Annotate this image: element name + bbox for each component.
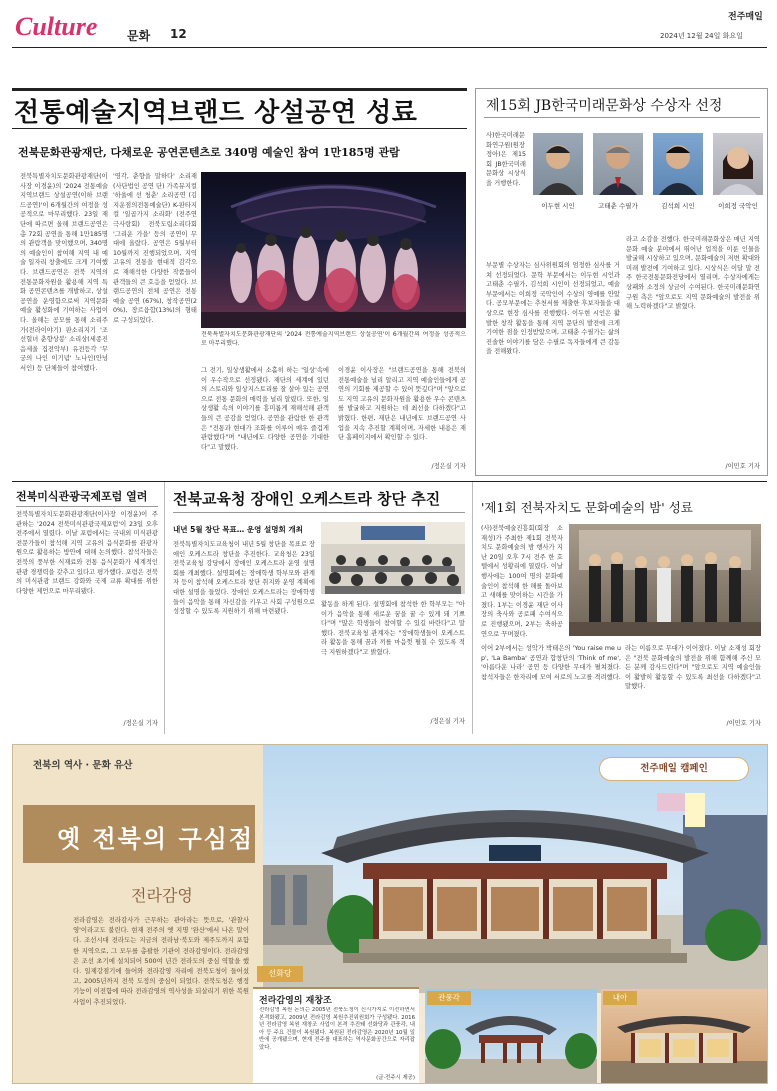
portrait-name: 이두현 시인 [541, 202, 575, 210]
award-intro: 사)한국미래문화연구원(원장 정아)은 제15회 JB한국미래문화상 시상식을 거행한다. [486, 132, 526, 187]
section-label-en: Culture [15, 12, 98, 41]
main-col3: 그 전기, 일상생활에서 소홀히 하는 '일상'속에 이 우수작으로 선정됐다. 재단의 세계에 있던 의 스토리와 일상지스토리를 잘 살아 있는 공연으로 전통 문화의 매력을 널리 알렸다. 또한, 일상생활 속의 이야기를 흥미롭게 재해석해 관객들의 큰 공감을 얻었다. 공연을 관람한 한 관객은 "전통과 현대가 조화를 이루어 매우 즐겁게 관람했다"며 "내년에도 다양한 공연을 기대한다"고 말했다. [201, 367, 329, 451]
color-accent-block [685, 793, 705, 827]
forum-text: 전북특별자치도문화관광재단(이사장 이경윤)이 주관하는 '2024 전북미식관광국제포럼'이 23일 오후 전주에서 열렸다. 이날 포럼에서는 국내외 미식관광 전문가들이 참석해 지역 고유의 음식문화를 관광자원으로 활용하는 방안에 대해 논의했다. 참석자들은 전북의 풍부한 식재료와 전통 음식문화가 세계적인 관광 경쟁력을 갖추고 있다고 평가했다. 포럼은 전북의 미식관광 브랜드 강화와 국제 교류 확대를 위한 다양한 제언으로 마무리됐다. [16, 511, 158, 595]
orchestra-photo [321, 522, 465, 594]
forum-title-rule [16, 506, 158, 507]
orchestra-title: 전북교육청 장애인 오케스트라 창단 추진 [173, 490, 441, 508]
art-night-title: '제1회 전북자치도 문화예술의 밤' 성료 [481, 500, 693, 515]
award-portraits [531, 133, 763, 225]
portrait-name: 김석희 시인 [661, 202, 695, 210]
orchestra-byline: /정은실 기자 [430, 718, 465, 725]
art-night-article [472, 482, 768, 734]
orchestra-col2: 활동을 하게 된다. 설명회에 참석한 한 학부모는 "아이가 음악을 통해 새로운 꿈을 꿀 수 있게 돼 기쁘다"며 "많은 학생들이 참여할 수 있길 바란다"고 말했다. 전북교육청 관계자는 "장애학생들이 오케스트라 활동을 통해 꿈과 끼를 마음껏 펼칠 수 있도록 적극 지원하겠다"고 밝혔다. [321, 601, 465, 656]
award-col2: 라고 소감을 전했다. 한국미래문화상은 매년 지역 문화 예술 분야에서 뛰어난 업적을 이룬 인물을 발굴해 시상하고 있으며, 문화예술의 저변 확대와 미래 발전에 기여하고 있다. 시상식은 이달 말 전주 한국전통문화전당에서 열리며, 수상자에게는 상패와 소정의 상금이 수여된다. 한국미래문화연구원 측은 "앞으로도 지역 문화예술의 발전을 위해 노력하겠다"고 밝혔다. [626, 236, 760, 311]
page-number: 12 [170, 27, 187, 41]
heritage-site-name: 전라감영 [131, 886, 193, 905]
heritage-tag: 전북의 역사 · 문화 유산 [33, 760, 133, 771]
restoration-credit: (글·전주시 제공) [376, 1075, 415, 1081]
orchestra-article [164, 482, 470, 734]
page-header [0, 0, 777, 50]
hanok-hall-illustration [263, 745, 767, 993]
portrait-name: 이희정 국악인 [718, 202, 758, 210]
performance-caption: 전북특별자치도문화관광재단의 '2024 전통예술지역브랜드 상설공연'이 6개월간의 여정을 성공적으로 마무리했다. [201, 331, 466, 347]
portrait-photo [713, 133, 763, 195]
photo-label-seonhwadang: 선화당 [257, 966, 303, 982]
award-article [475, 88, 768, 476]
main-col4: 이경윤 이사장은 "브랜드공연을 통해 전북의 전통예술을 널리 알리고 지역 예술인들에게 공연의 기회를 제공할 수 있어 뜻깊다"며 "앞으로도 지역 고유의 문화자원을 활용한 우수 콘텐츠를 발굴하고 지원하는 데 최선을 다하겠다"고 밝혔다. 한편, 재단은 내년에도 브랜드공연 사업을 지속 추진할 계획이며, 자세한 내용은 재단 홈페이지에서 확인할 수 있다. [338, 367, 466, 442]
art-night-photo [569, 524, 761, 636]
main-col1: 전북특별자치도문화관광재단(이사장 이경윤)의 '2024 전통예술지역브랜드 상설공연(이하 브랜드공연)'이 6개월간의 여정을 성공적으로 마무리했다. 23일 재단에 따르면 올해 브랜드공연은 총 72회 공연을 통해 1만185명의 관람객을 맞이했으며, 340명의 예술인이 참여해 지역 내 예술 일자리 창출에도 크게 기여했다. 브랜드공연은 전북 지역의 전통문화자원을 활용해 지역 특화 공연콘텐츠를 개발하고, 상설공연을 운영함으로써 지역문화예술 활성화에 기여하는 사업이다. 올해는 공모를 통해 소리주가(전라이야기) 판소리지기 '조선헐녀 춘향상봉' 소리상(세종진음세울 집전악부) 유전등각 '무궁의 나인 이기념' 노나인(안넝서인) 등 단체들이 참여했다. [20, 173, 108, 372]
portrait-photo [533, 133, 583, 195]
campaign-badge: 전주매일 캠페인 [599, 757, 749, 781]
photo-label-gwanpungak: 관풍각 [427, 991, 471, 1005]
paper-name: 전주매일 [728, 12, 763, 22]
header-rule [12, 47, 767, 48]
main-byline: /정은실 기자 [431, 463, 466, 470]
art-night-col3: 라는 이름으로 무대가 이어졌다. 이날 소재성 회장은 "전북 문화예술의 발전을 위해 함께해 주신 모든 분께 감사드린다"며 "앞으로도 지역 예술인들이 활발히 활동할 수 있도록 최선을 다하겠다"고 말했다. [625, 645, 761, 691]
heritage-text: 전라감영은 전라감사가 근무하는 관아라는 뜻으로, '관찰사영'이라고도 불린다. 현재 전주의 옛 지명 '완산'에서 나온 말이다. 조선시대 전라도는 지금의 전라남·북도와 제주도까지 포함한 지역으로, 그 모두를 총괄한 기관이 전라감영이다. 전라감영은 조선 초기에 설치되어 500여 년간 전라도의 중심 역할을 했다. 일제강점기에 들어와 전라감영 자리에 전북도청이 들어섰고, 2005년까지 전북 도정의 중심이 되었다. 전북도청은 행정 기능이 이전함에 따라 전라감영의 역사성을 되살리기 위한 복원 사업이 추진되었다. [73, 916, 249, 1006]
issue-date: 2024년 12월 24일 화요일 [660, 32, 743, 40]
main-article [0, 50, 470, 480]
main-subhead: 전북문화관광재단, 다채로운 공연콘텐츠로 340명 예술인 참여 1만185명 관람 [18, 146, 400, 159]
orchestra-col1: 전북특별자치도교육청이 내년 5월 창단을 목표로 장애인 오케스트라 창단을 추진한다. 교육청은 23일 전북교육청 강당에서 장애인 오케스트라 운영 설명회를 개최했다. 설명회에는 장애학생 학부모와 관계자 등이 참석해 오케스트라 창단 취지와 운영 계획에 대한 설명을 들었다. 장애인 오케스트라는 장애학생들이 음악을 통해 자신감을 키우고 사회 구성원으로 성장할 수 있도록 지원하기 위해 마련됐다. [173, 541, 315, 616]
portrait-photo [653, 133, 703, 195]
portrait-name: 고태춘 수필가 [598, 202, 638, 210]
award-byline: /이민호 기자 [725, 463, 760, 470]
performance-photo [201, 172, 466, 328]
main-col2: '영각, 춘향을 말하다' 소리재(사단법인 공연 단) 가족뮤지컬 '하울에 선 청춘' 소리공연 (김지운점의전통예술단) K-판타지컬 '일곱가지 소리화' (전주연극사랑회) 전북도립소리다회 '그리운 가을' 등의 공연이 무대에 올랐다. 공연은 5월부터 10월까지 진행되었으며, 지역 고유의 전통을 현대적 감각으로 재해석한 다양한 작품들이 관객들의 큰 호응을 얻었다. 브랜드공연의 전체 공연은 전통예술 공연 (67%), 창작공연(20%), 장르융합(13%)의 형태로 구성되었다. [113, 173, 197, 324]
forum-article [12, 482, 162, 734]
meeting-scene-illustration [321, 522, 465, 594]
orchestra-title-rule [173, 512, 465, 513]
main-headline: 전통예술지역브랜드 상설공연 성료 [14, 98, 418, 128]
heritage-title: 옛 전북의 구심점 [57, 824, 254, 853]
stage-scene-illustration [201, 172, 466, 328]
forum-byline: /정은실 기자 [123, 720, 158, 727]
portrait-photo [593, 133, 643, 195]
heritage-title-band [23, 805, 255, 863]
award-title: 제15회 JB한국미래문화상 수상자 선정 [486, 98, 723, 114]
color-accent-block [657, 793, 685, 811]
orchestra-subhead: 내년 5월 창단 목표… 운영 설명회 개최 [173, 525, 303, 534]
restoration-title: 전라감영의 재창조 [259, 996, 332, 1006]
seonhwadang-photo [263, 745, 767, 993]
photo-label-naea: 내아 [603, 991, 637, 1005]
art-night-byline: /이민호 기자 [726, 720, 761, 727]
award-title-rule [484, 117, 760, 118]
headline-rule [12, 88, 467, 91]
restoration-text: 전라감영 복원 논의는 2005년 전북도청이 신시가지로 이전하면서 본격화됐고, 2009년 전라감영 복원추진위원회가 구성됐다. 2016년 전라감영 복원 재창조 사업이 본격 추진돼 선화당과 관풍각, 내아 등 주요 건물이 복원됐다. 복원된 전라감영은 2020년 10월 일반에 공개됐으며, 현재 전주를 대표하는 역사문화공간으로 자리잡았다. [259, 1007, 415, 1051]
forum-title: 전북미식관광국제포럼 열려 [16, 490, 148, 503]
art-night-col2: 이어 2부에서는 성악가 박태은의 'You raise me up', 'La Bamba' 공연과 합창단의 'Think of me', '아름다운 나라' 공연 등 다양한 무대가 펼쳐졌다. 참석자들은 한자리에 모여 서로의 노고를 격려했다. [481, 645, 621, 681]
art-night-col1: (사)전북예술진흥회(회장 소재성)가 주최한 제1회 전북자치도 문화예술의 밤 행사가 지난 20일 오후 7시 전주 한 호텔에서 성황리에 열렸다. 이날 행사에는 100여 명의 문화예술인이 참석해 한 해를 돌아보고 새해를 맞이하는 시간을 가졌다. 1부는 이경윤 재단 이사장의 축사와 공로패 수여식으로 진행됐으며, 2부는 축하공연으로 꾸며졌다. [481, 525, 563, 638]
restoration-box [253, 987, 419, 1083]
heritage-campaign [12, 744, 768, 1084]
headline-rule-bottom [12, 128, 467, 129]
award-col1: 부문별 수상자는 심사위원회의 엄정한 심사를 거쳐 선정되었다. 문학 부문에서는 이두현 시인과 고태춘 수필가, 김석희 시인이 선정되었고, 예술 부문에서는 이희정 국악인이 수상의 영예를 안았다. 공모부문에는 추천서를 제출한 후보자들을 대상으로 현장 심사를 진행했다. 이두현 시인은 활발한 창작 활동을 통해 지역 문단의 발전에 크게 기여한 점을 인정받았으며, 고태춘 수필가는 삶의 진솔한 이야기를 담은 수필로 독자들에게 큰 감동을 전해왔다. [486, 262, 620, 356]
section-label-ko: 문화 [127, 29, 151, 43]
group-photo-illustration [569, 524, 761, 636]
